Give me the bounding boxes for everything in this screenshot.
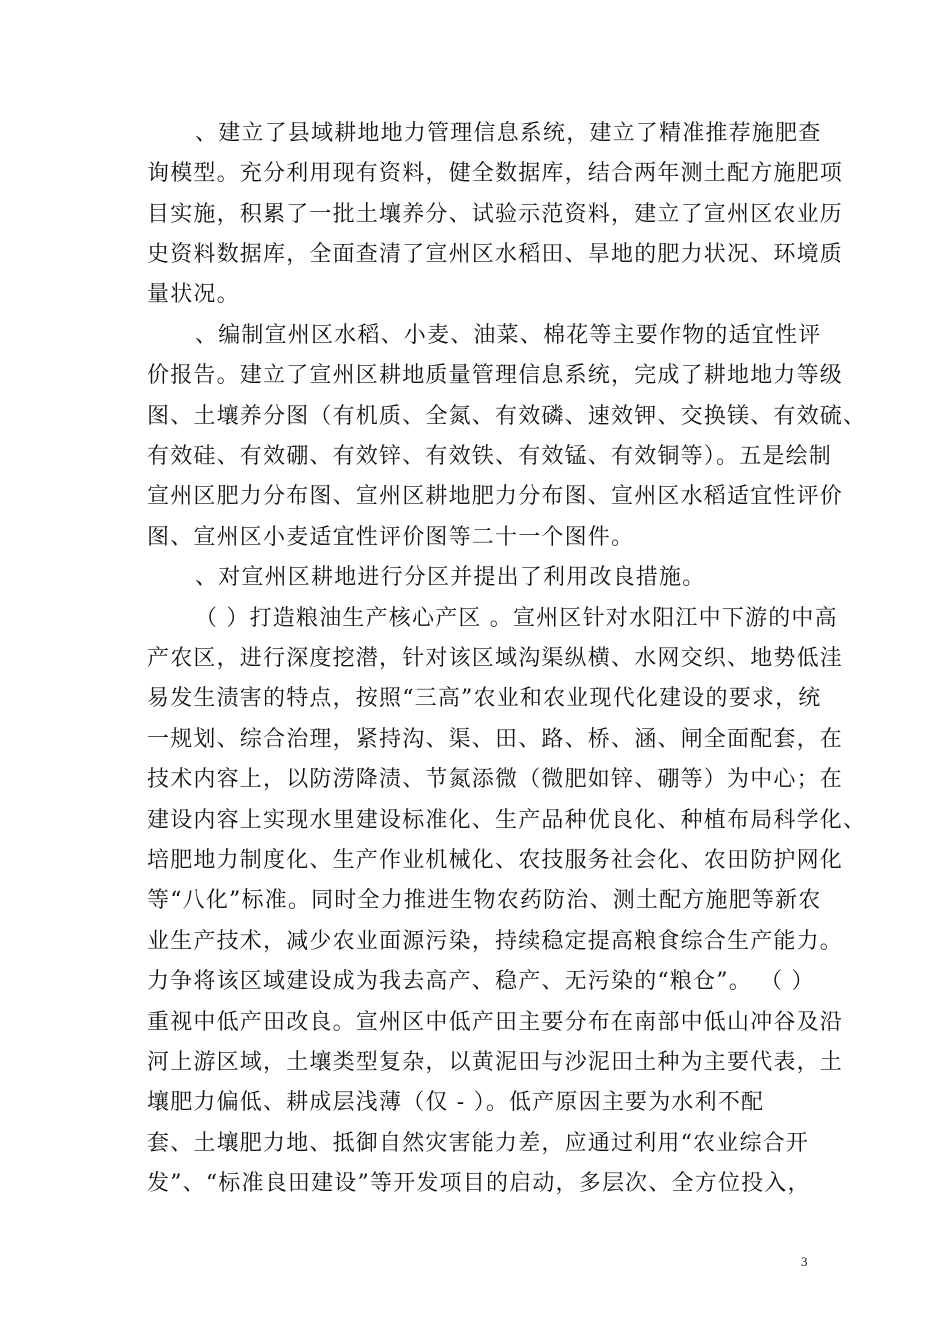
paragraph-4-line-1: （ ）打造粮油生产核心产区 。宣州区针对水阳江中下游的中高 [195,606,838,631]
paragraph-1-line-1: 、建立了县域耕地地力管理信息系统，建立了精准推荐施肥查 [195,121,822,146]
paragraph-2-line-6: 图、宣州区小麦适宜性评价图等二十一个图件。 [147,525,635,550]
paragraph-4-line-2: 产农区，进行深度挖潜，针对该区域沟渠纵横、水网交织、地势低洼 [147,646,844,671]
page-number: 3 [801,1254,808,1269]
paragraph-1-line-5: 量状况。 [147,282,240,307]
paragraph-4-line-8: 等“八化”标准。同时全力推进生物农药防治、测土配方施肥等新农 [147,888,822,913]
paragraph-3-line-1: 、对宣州区耕地进行分区并提出了利用改良措施。 [195,565,706,590]
paragraph-2-line-1: 、编制宣州区水稻、小麦、油菜、棉花等主要作物的适宜性评 [195,323,822,348]
paragraph-4-line-5: 技术内容上，以防涝降渍、节氮添微（微肥如锌、硼等）为中心；在 [147,767,844,792]
paragraph-4-line-12: 河上游区域，土壤类型复杂，以黄泥田与沙泥田土种为主要代表，土 [147,1050,844,1075]
paragraph-4-line-6: 建设内容上实现水里建设标准化、生产品种优良化、种植布局科学化、 [147,808,867,833]
paragraph-4-line-10: 力争将该区域建设成为我去高产、稳产、无污染的“粮仓”。 （ ） [147,969,815,994]
paragraph-4-line-3: 易发生渍害的特点，按照“三高”农业和农业现代化建设的要求，统 [147,686,822,711]
paragraph-1-line-3: 目实施，积累了一批土壤养分、试验示范资料，建立了宣州区农业历 [147,202,844,227]
paragraph-4-line-15: 发”、“标准良田建设”等开发项目的启动，多层次、全方位投入， [147,1171,811,1196]
paragraph-4-line-7: 培肥地力制度化、生产作业机械化、农技服务社会化、农田防护网化 [147,848,844,873]
paragraph-4-line-9: 业生产技术，减少农业面源污染，持续稳定提高粮食综合生产能力。 [147,929,844,954]
paragraph-4-line-11: 重视中低产田改良。宣州区中低产田主要分布在南部中低山冲谷及沿 [147,1010,844,1035]
paragraph-2-line-3: 图、土壤养分图（有机质、全氮、有效磷、速效钾、交换镁、有效硫、 [147,404,867,429]
paragraph-2-line-5: 宣州区肥力分布图、宣州区耕地肥力分布图、宣州区水稻适宜性评价 [147,484,844,509]
paragraph-2-line-2: 价报告。建立了宣州区耕地质量管理信息系统，完成了耕地地力等级 [147,363,844,388]
paragraph-2-line-4: 有效硅、有效硼、有效锌、有效铁、有效锰、有效铜等）。五是绘制 [147,444,833,469]
paragraph-4-line-14: 套、土壤肥力地、抵御自然灾害能力差，应通过利用“农业综合开 [147,1131,810,1156]
paragraph-1-line-2: 询模型。充分利用现有资料，健全数据库，结合两年测土配方施肥项 [147,161,844,186]
paragraph-4-line-4: 一规划、综合治理，紧持沟、渠、田、路、桥、涵、闸全面配套，在 [147,727,844,752]
paragraph-1-line-4: 史资料数据库，全面查清了宣州区水稻田、旱地的肥力状况、环境质 [147,242,844,267]
paragraph-4-line-13: 壤肥力偏低、耕成层浅薄（仅 - ）。低产原因主要为水利不配 [147,1090,765,1115]
